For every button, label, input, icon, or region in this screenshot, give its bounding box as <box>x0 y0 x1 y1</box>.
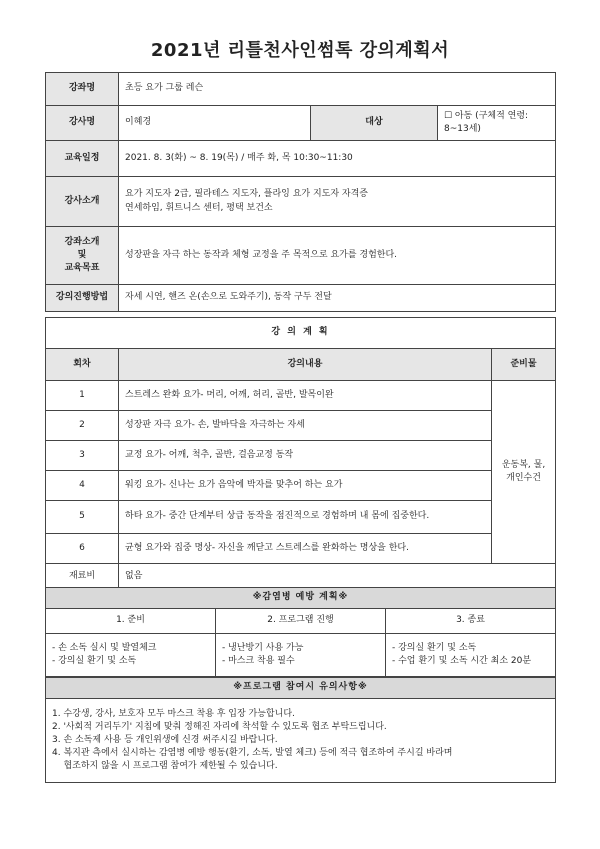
instructor-label: 강사명 <box>46 106 119 141</box>
intro-label: 강사소개 <box>46 177 119 227</box>
lesson-content: 스트레스 완화 요가- 머리, 어깨, 허리, 골반, 발목이완 <box>119 381 492 411</box>
goal-label-line: 강좌소개 <box>64 236 100 247</box>
goal-label-line: 및 <box>77 249 87 260</box>
notes-body <box>46 699 556 783</box>
goal-label <box>46 227 119 285</box>
infection-col-items <box>46 634 216 677</box>
note-item: 3. 손 소독제 사용 등 개인위생에 신경 써주시길 바랍니다. <box>52 734 278 745</box>
goal-label-line: 교육목표 <box>64 263 100 274</box>
col-content: 강의내용 <box>119 349 492 381</box>
instructor-value: 이혜경 <box>119 106 311 141</box>
notes-table <box>45 677 556 783</box>
plan-header: 강 의 계 획 <box>46 318 556 349</box>
method-value: 자세 시연, 핸즈 온(손으로 도와주기), 동작 구두 전달 <box>119 285 556 312</box>
target-label: 대상 <box>311 106 438 141</box>
notes-header: ※프로그램 참여시 유의사항※ <box>46 678 556 699</box>
infection-item: - 마스크 착용 필수 <box>222 656 295 666</box>
infection-col-title: 3. 종료 <box>386 609 556 634</box>
round-number: 6 <box>46 534 119 564</box>
round-number: 1 <box>46 381 119 411</box>
supplies-value <box>492 381 556 564</box>
schedule-label: 교육일정 <box>46 141 119 177</box>
infection-header: ※감염병 예방 계획※ <box>46 588 556 609</box>
infection-item: - 강의실 환기 및 소독 <box>52 656 137 666</box>
schedule-value: 2021. 8. 3(화) ~ 8. 19(목) / 매주 화, 목 10:30~11:30 <box>119 141 556 177</box>
note-item: 1. 수강생, 강사, 보호자 모두 마스크 착용 후 입장 가능합니다. <box>52 708 295 719</box>
infection-col-title: 2. 프로그램 진행 <box>216 609 386 634</box>
round-number: 5 <box>46 501 119 534</box>
infection-item: - 냉난방기 사용 가능 <box>222 642 304 653</box>
intro-line: 요가 지도자 2급, 필라테스 지도자, 플라잉 요가 지도자 자격증 <box>125 189 368 200</box>
supplies-line: 운동복, 물, <box>501 459 546 470</box>
fee-label: 재료비 <box>46 564 119 591</box>
round-number: 2 <box>46 411 119 441</box>
lesson-content: 균형 요가와 집중 명상- 자신을 깨닫고 스트레스를 완화하는 명상을 한다. <box>119 534 492 564</box>
infection-table <box>45 587 556 677</box>
note-item: 4. 복지관 측에서 실시하는 감염병 예방 행동(환기, 소독, 발열 체크) 등에 적극 협조하여 주시길 바라며 <box>52 748 453 759</box>
note-item: 협조하지 않을 시 프로그램 참여가 제한될 수 있습니다. <box>52 761 278 772</box>
supplies-line: 개인수건 <box>506 473 541 483</box>
round-number: 3 <box>46 441 119 471</box>
fee-value: 없음 <box>119 564 556 591</box>
infection-item: - 손 소독 실시 및 발열체크 <box>52 642 157 653</box>
infection-col-title: 1. 준비 <box>46 609 216 634</box>
round-number: 4 <box>46 471 119 501</box>
intro-value <box>119 177 556 227</box>
lesson-content: 교정 요가- 어깨, 척추, 골반, 걸음교정 동작 <box>119 441 492 471</box>
note-item: 2. '사회적 거리두기' 지침에 맞춰 정해진 자리에 착석할 수 있도록 협조 부탁드립니다. <box>52 721 387 732</box>
target-value: ☐ 아동 (구체적 연령: 8~13세) <box>438 106 556 141</box>
document-title: 2021년 리틀천사인썸톡 강의계획서 <box>150 40 450 61</box>
lesson-content: 워킹 요가- 신나는 요가 음악에 박자를 맞추어 하는 요가 <box>119 471 492 501</box>
lesson-content: 하타 요가- 중간 단계부터 상급 동작을 점진적으로 경험하며 내 몸에 집중한다. <box>119 501 492 534</box>
course-label: 강좌명 <box>46 73 119 106</box>
infection-item: - 수업 환기 및 소독 시간 최소 20분 <box>392 656 532 666</box>
infection-col-items <box>216 634 386 677</box>
col-supplies: 준비물 <box>492 349 556 381</box>
info-table <box>45 72 556 312</box>
infection-col-items <box>386 634 556 677</box>
course-value: 초등 요가 그룹 레슨 <box>119 73 556 106</box>
plan-table <box>45 317 556 591</box>
goal-value: 성장판을 자극 하는 동작과 체형 교정을 주 목적으로 요가를 경험한다. <box>119 227 556 285</box>
col-round: 회차 <box>46 349 119 381</box>
infection-item: - 강의실 환기 및 소독 <box>392 642 477 653</box>
lesson-content: 성장판 자극 요가- 손, 발바닥을 자극하는 자세 <box>119 411 492 441</box>
intro-line: 연세하임, 휘트니스 센터, 평택 보건소 <box>125 202 273 213</box>
method-label: 강의진행방법 <box>46 285 119 312</box>
